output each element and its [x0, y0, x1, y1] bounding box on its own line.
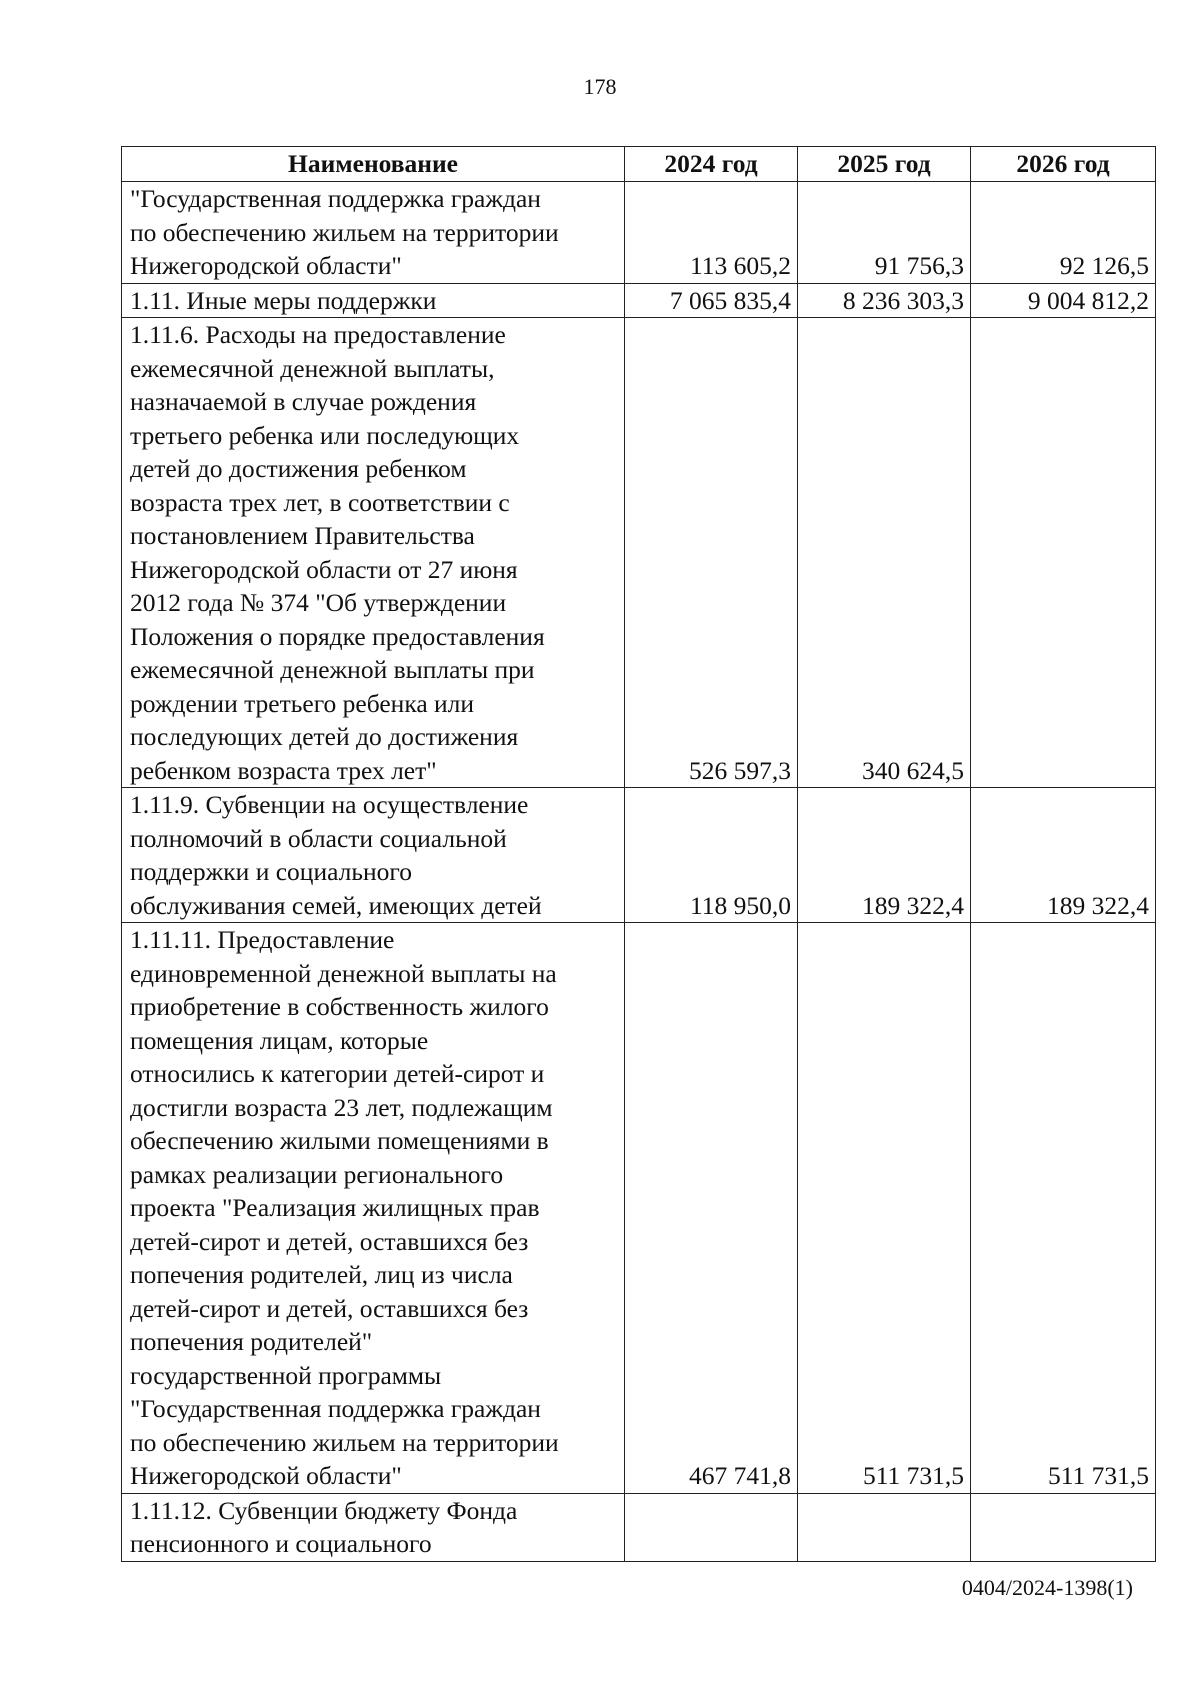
row-name: 1.11.11. Предоставление единовременной денежной выплаты на приобретение в собственность жилого помещения лицам, которые относились к категории детей-сирот и достигли возраста 23 лет, подлежащим обеспечению жилыми помещениями в рамках реализации регионального проекта "Реализация жилищных прав детей-сирот и детей, оставшихся без попечения родителей, лиц из числа детей-сирот и детей, оставшихся без попечения родителей" государственной программы "Государственная поддержка граждан по обеспечению жильем на территории Нижегородской области" [122, 923, 625, 1494]
row-value-2025 [798, 1493, 971, 1561]
row-value-2025: 189 322,4 [798, 788, 971, 923]
table-body [122, 182, 1156, 1562]
row-value-2025: 340 624,5 [798, 318, 971, 788]
row-name: 1.11.6. Расходы на предоставление ежемесячной денежной выплаты, назначаемой в случае рождения третьего ребенка или последующих детей до достижения ребенком возраста трех лет, в соответствии с постановлением Правительства Нижегородской области от 27 июня 2012 года № 374 "Об утверждении Положения о порядке предоставления ежемесячной денежной выплаты при рождении третьего ребенка или последующих детей до достижения ребенком возраста трех лет" [122, 318, 625, 788]
row-value-2026: 9 004 812,2 [971, 283, 1156, 318]
row-value-2024: 118 950,0 [625, 788, 798, 923]
header-2024: 2024 год [625, 147, 798, 182]
table-row [122, 788, 1156, 923]
page-number: 178 [583, 74, 617, 99]
table-row [122, 923, 1156, 1494]
header-name: Наименование [122, 147, 625, 182]
row-value-2024: 7 065 835,4 [625, 283, 798, 318]
table-row [122, 318, 1156, 788]
row-value-2026: 92 126,5 [971, 182, 1156, 284]
row-value-2024 [625, 1493, 798, 1561]
row-value-2026 [971, 318, 1156, 788]
row-value-2024: 526 597,3 [625, 318, 798, 788]
row-value-2026: 189 322,4 [971, 788, 1156, 923]
row-name: 1.11.9. Субвенции на осуществление полномочий в области социальной поддержки и социального обслуживания семей, имеющих детей [122, 788, 625, 923]
row-value-2025: 8 236 303,3 [798, 283, 971, 318]
row-name: "Государственная поддержка граждан по обеспечению жильем на территории Нижегородской области" [122, 182, 625, 284]
header-2026: 2026 год [971, 147, 1156, 182]
row-value-2024: 467 741,8 [625, 923, 798, 1494]
header-2025: 2025 год [798, 147, 971, 182]
budget-table [121, 146, 1156, 1562]
row-value-2025: 511 731,5 [798, 923, 971, 1494]
row-name: 1.11.12. Субвенции бюджету Фонда пенсионного и социального [122, 1493, 625, 1561]
row-value-2025: 91 756,3 [798, 182, 971, 284]
row-name: 1.11. Иные меры поддержки [122, 283, 625, 318]
table-header [122, 147, 1156, 182]
table-row [122, 283, 1156, 318]
table-row [122, 182, 1156, 284]
row-value-2024: 113 605,2 [625, 182, 798, 284]
row-value-2026: 511 731,5 [971, 923, 1156, 1494]
document-code: 0404/2024-1398(1) [961, 1575, 1133, 1600]
table-row [122, 1493, 1156, 1561]
header-row [122, 147, 1156, 182]
row-value-2026 [971, 1493, 1156, 1561]
